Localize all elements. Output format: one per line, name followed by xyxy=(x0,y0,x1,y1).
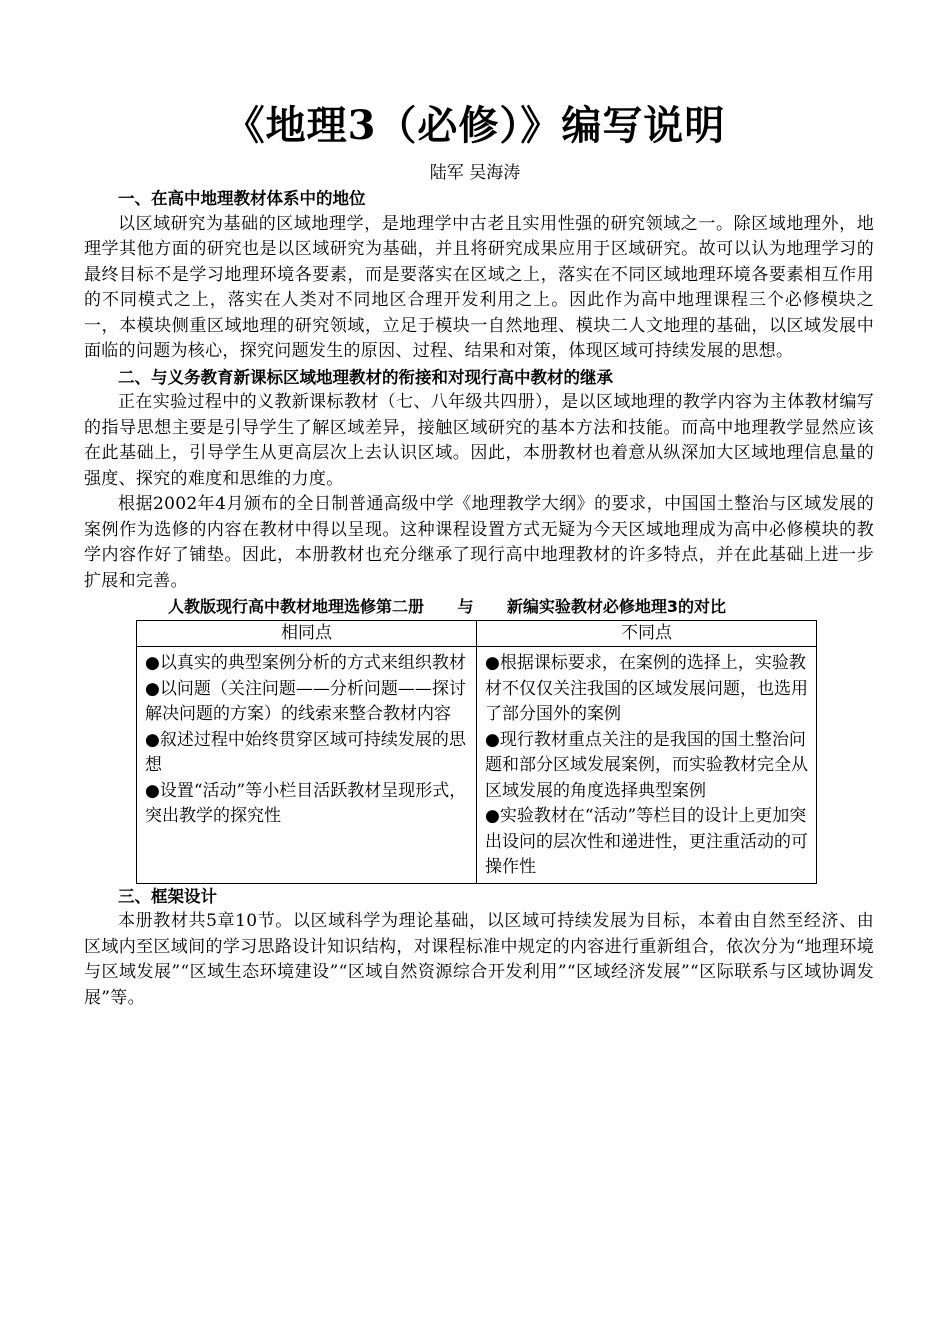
same-point-item: ●以真实的典型案例分析的方式来组织教材 xyxy=(145,653,466,673)
section-2-paragraph-2: 根据2002年4月颁布的全日制普通高级中学《地理教学大纲》的要求，中国国土整治与区域发展的案例作为选修的内容在教材中得以呈现。这种课程设置方式无疑为今天区域地理成为高中必修模块的教学内容作好了铺垫。因此，本册教材也充分继承了现行高中地理教材的许多特点，并在此基础上进一步扩展和完善。 xyxy=(84,494,874,591)
diff-points-cell xyxy=(477,647,817,884)
same-point-item: ●设置“活动”等小栏目活跃教材呈现形式，突出教学的探究性 xyxy=(145,780,467,826)
caption-mid: 与 xyxy=(457,597,474,616)
diff-point-item: ●现行教材重点关注的是我国的国土整治问题和部分区域发展案例，而实验教材完全从区域发展的角度选择典型案例 xyxy=(485,729,808,801)
section-heading-1: 一、在高中地理教材体系中的地位 xyxy=(118,189,366,208)
section-3-paragraph: 本册教材共5章10节。以区域科学为理论基础，以区域可持续发展为目标，本着由自然至经济、由区域内至区域间的学习思路设计知识结构，对课程标准中规定的内容进行重新组合，依次分为“地理环境与区域发展”“区域生态环境建设”“区域自然资源综合开发利用”“区域经济发展”“区际联系与区域协调发展”等。 xyxy=(84,911,874,1008)
comparison-table-caption xyxy=(84,594,874,620)
section-1-paragraph: 以区域研究为基础的区域地理学，是地理学中古老且实用性强的研究领域之一。除区域地理外，地理学其他方面的研究也是以区域研究为基础，并且将研究成果应用于区域研究。故可以认为地理学习的最终目标不是学习地理环境各要素，而是要落实在区域之上，落实在不同区域地理环境各要素相互作用的不同模式之上，落实在人类对不同地区合理开发利用之上。因此作为高中地理课程三个必修模块之一，本模块侧重区域地理的研究领域，立足于模块一自然地理、模块二人文地理的基础，以区域发展中面临的问题为核心，探究问题发生的原因、过程、结果和对策，体现区域可持续发展的思想。 xyxy=(84,213,874,361)
section-2-paragraph-1: 正在实验过程中的义教新课标教材（七、八年级共四册），是以区域地理的教学内容为主体教材编写的指导思想主要是引导学生了解区域差异，接触区域研究的基本方法和技能。而高中地理教学显然应该在此基础上，引导学生从更高层次上去认识区域。因此，本册教材也着意从纵深加大区域地理信息量的强度、探究的难度和思维的力度。 xyxy=(84,392,874,489)
diff-point-item: ●根据课标要求，在案例的选择上，实验教材不仅仅关注我国的区域发展问题，也选用了部分国外的案例 xyxy=(485,653,808,724)
caption-right: 新编实验教材必修地理3的对比 xyxy=(506,597,727,616)
table-row xyxy=(137,647,817,884)
table-header-row xyxy=(137,621,817,647)
section-heading-2: 二、与义务教育新课标区域地理教材的衔接和对现行高中教材的继承 xyxy=(118,367,613,387)
same-point-item: ●叙述过程中始终贯穿区域可持续发展的思想 xyxy=(145,729,466,775)
same-point-item: ●以问题（关注问题——分析问题——探讨解决问题的方案）的线索来整合教材内容 xyxy=(145,678,466,724)
diff-point-item: ●实验教材在“活动”等栏目的设计上更加突出设问的层次性和递进性，更注重活动的可操作性 xyxy=(485,806,808,877)
caption-left: 人教版现行高中教材地理选修第二册 xyxy=(168,597,425,616)
same-points-cell xyxy=(137,647,477,884)
column-header-diff: 不同点 xyxy=(477,621,817,647)
document-body xyxy=(84,186,874,1011)
document-title: 《地理3（必修）》编写说明 xyxy=(224,102,726,149)
column-header-same: 相同点 xyxy=(137,621,477,647)
document-authors: 陆军 吴海涛 xyxy=(429,163,521,183)
section-heading-3: 三、框架设计 xyxy=(118,886,217,906)
comparison-table xyxy=(136,620,817,884)
